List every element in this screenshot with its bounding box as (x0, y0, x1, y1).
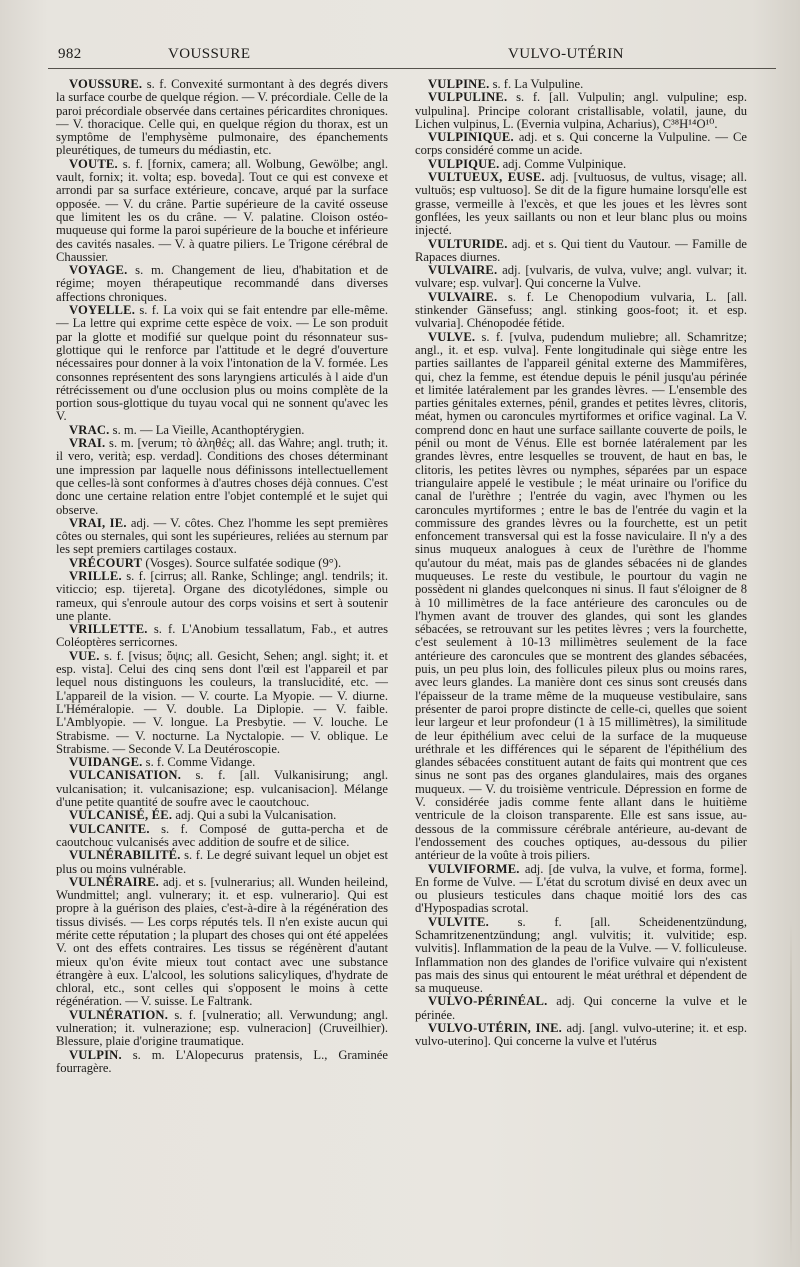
entry-headword: VUIDANGE. (69, 755, 143, 770)
entry-headword: VULVITE. (428, 914, 489, 929)
entry-headword: VULPIQUE. (428, 156, 500, 171)
dictionary-entry (56, 769, 388, 809)
entry-definition: s. f. [all. Vulpulin; angl. vulpuline; esp. vulpulina]. Principe colorant cristallisable, volatil, jaune, du Lichen vulpinus, L. (Evernia vulpina, Acharius), C³⁸H¹⁴O¹⁰. (415, 90, 747, 131)
entry-headword: VRAI, IE. (69, 515, 127, 530)
entry-headword: VULNÉRAIRE. (69, 874, 160, 889)
dictionary-entry (56, 809, 388, 822)
dictionary-entry (56, 823, 388, 850)
page-edge-shadow (790, 920, 792, 1260)
entry-headword: VULCANITE. (69, 821, 150, 836)
dictionary-entry (56, 570, 388, 623)
entry-headword: VOYAGE. (69, 263, 128, 278)
entry-headword: VULPINIQUE. (428, 130, 514, 145)
left-running-head: VOUSSURE (168, 46, 251, 62)
entry-definition: adj. Qui concerne la vulve et le périnée. (415, 994, 747, 1022)
dictionary-entry (56, 650, 388, 756)
dictionary-entry (56, 557, 388, 570)
entry-headword: VULPULINE. (428, 90, 508, 105)
dictionary-entry (415, 91, 747, 131)
entry-headword: VULNÉRATION. (69, 1007, 169, 1022)
entry-headword: VULNÉRABILITÉ. (69, 848, 181, 863)
dictionary-entry (415, 291, 747, 331)
dictionary-entry (415, 78, 747, 91)
entry-definition: (Vosges). Source sulfatée sodique (9°). (142, 555, 342, 570)
entry-definition: s. m. — La Vieille, Acanthoptérygien. (109, 422, 305, 437)
dictionary-entry (415, 1022, 747, 1049)
dictionary-entry (415, 171, 747, 237)
dictionary-entry (56, 849, 388, 876)
entry-definition: s. m. [verum; τὸ ἀληθές; all. das Wahre; angl. truth; it. il vero, verità; esp. verdad]. Conditions des choses déterminant une impression par laquelle nous définissons intellectuellement que celles-là sont conformes à d'autres choses déjà connues. C'est donc une certaine relation entre l'objet contemplé et le sujet qui observe. (56, 436, 388, 517)
dictionary-entry (415, 916, 747, 996)
entry-headword: VOYELLE. (69, 303, 136, 318)
entry-headword: VRAI. (69, 436, 106, 451)
entry-definition: s. f. L'Anobium tessallatum, Fab., et autres Coléoptères serricornes. (56, 622, 388, 650)
dictionary-entry (56, 876, 388, 1009)
entry-definition: adj. — V. côtes. Chez l'homme les sept premières côtes ou sternales, qui sont les supérieures, reliées au sternum par les sept premiers cartilages costaux. (56, 515, 389, 557)
entry-definition: s. f. Le Chenopodium vulvaria, L. [all. stinkender Gänsefuss; angl. stinking goos-foot; it. et esp. vulvaria]. Chénopodée fétide. (415, 289, 747, 331)
dictionary-entry (415, 238, 747, 265)
entry-definition: adj. [angl. vulvo-uterine; it. et esp. vulvo-uterino]. Qui concerne la vulve et l'utérus (415, 1021, 747, 1049)
dictionary-entry (56, 1049, 388, 1076)
entry-headword: VRILLETTE. (69, 622, 148, 637)
entry-headword: VULPIN. (69, 1047, 122, 1062)
entry-definition: s. f. [vulva, pudendum muliebre; all. Schamritze; angl., it. et esp. vulva]. Fente longitudinale qui siège entre les parties saillantes de l'appareil génital externe des Mammifères, qui, chez la femme, est étendue depuis le pénil jusqu'au périnée et limitée latéralement par les grandes lèvres. — L'ensemble des parties génitales externes, pénil, grandes et petites lèvres, clitoris, méat, hymen ou caroncules myrtiformes et orifice vaginal. La V. comprend donc en haut une surface saillante couverte de poils, le pénil ou mont de Vénus. Elle est bornée latéralement par les grandes lèvres, entre lesquelles se trouvent, de haut en bas, le clitoris, les petites lèvres ou nymphes, séparées par un espace triangulaire appelé le vestibule ; le méat urinaire ou l'orifice du canal de l'urèthre ; l'entrée du vagin, avec l'hymen ou les caroncules myrtiformes ; entre le bas de l'entrée du vagin et la commissure des grandes lèvres ou la fourchette, est un petit enfoncement transversal qui est la fosse naviculaire. Il n'y a des sinus muqueux analogues à ceux de l'urèthre de l'homme qu'autour du méat, mais pas de glandes sébacées ni de glandes muqueuses. Le reste du vestibule, le pourtour du vagin ne possèdent ni glandes quelconques ni sinus. Il faut s'éloigner de 8 à 10 millimètres de la face antérieure des caroncules ou de l'hymen avant de trouver des glandes, qui sont les glandes sébacées, se retrouvant sur les petites lèvres ; vers la fourchette, c'est seulement à 10-13 millimètres seulement de la face antérieure des caroncules que se montrent des glandes sébacées, puis, un peu plus loin, des follicules pileux plus ou moins rares, avec leurs glandes. La manière dont ces sinus sont creusés dans l'épaisseur de la trame même de la muqueuse vestibulaire, sans présenter de paroi propre distincte de celle-ci, quelles que soient leur largeur et leur profondeur (1 à 15 millimètres), la similitude de leur épithélium avec celui de la surface de la muqueuse uréthrale et les différences qui le séparent de l'épithélium des glandes sébacées constituent autant de faits qui montrent que ces sinus ne sont pas des organes glandulaires, mais des organes muqueux. — V. du troisième ventricule. Dépression en forme de V. considérée jadis comme fente allant dans le huitième ventricule de la cloison transparente. Elle est sans issue, au-dessous de la commissure cérébrale antérieure, au-devant de l'endossement des couches optiques, au-dessous du pilier antérieur de la voûte à trois piliers. (415, 329, 747, 863)
page-number: 982 (58, 46, 82, 62)
dictionary-entry (56, 437, 388, 517)
dictionary-entry (56, 623, 388, 650)
entry-definition: s. f. [visus; ὄψις; all. Gesicht, Sehen; angl. sight; it. et esp. vista]. Celui des cinq sens dont l'œil est l'appareil et par lequel nous distinguons les couleurs, la translucidité, etc. — L'appareil de la vision. — V. courte. La Myopie. — V. diurne. L'Héméralopie. — V. double. La Diplopie. — V. faible. L'Amblyopie. — V. longue. La Presbytie. — V. louche. Le Strabisme. — V. nocturne. La Nyctalopie. — V. oblique. Le Strabisme. — Seconde V. La Deutéroscopie. (56, 648, 388, 756)
left-column (56, 78, 388, 1075)
dictionary-entry (415, 158, 747, 171)
entry-headword: VULVAIRE. (428, 263, 498, 278)
entry-definition: s. f. Le degré suivant lequel un objet est plus ou moins vulnérable. (56, 848, 388, 876)
entry-definition: s. f. [all. Vulkanisirung; angl. vulcanisation; it. vulcanisazione; esp. vulcanisacion]. Mélange d'une petite quantité de soufre avec le caoutchouc. (56, 768, 388, 810)
entry-headword: VULTUEUX, EUSE. (428, 170, 545, 185)
entry-headword: VULVO-UTÉRIN, INE. (428, 1021, 563, 1036)
entry-headword: VOUTE. (69, 156, 118, 171)
right-running-head: VULVO-UTÉRIN (508, 46, 624, 62)
dictionary-entry (415, 995, 747, 1022)
entry-definition: adj. [de vulva, la vulve, et forma, forme]. En forme de Vulve. — L'état du scrotum divisé en deux avec un ou plusieurs testicules dans chaque moitié lors des cas d'Hypospadias scrotal. (415, 861, 747, 916)
entry-definition: adj. Qui a subi la Vulcanisation. (172, 808, 337, 823)
entry-headword: VRÉCOURT (69, 555, 143, 570)
entry-definition: s. f. La voix qui se fait entendre par elle-même. — La lettre qui exprime cette espèce de voix. — Le son produit par la glotte et modifié sur quelque point du résonnateur sus-glottique qui le renforce par l'attitude et le degré d'ouverture nécessaires pour donner à la voix l'intonation de la V. formée. Les consonnes représentent des sons laryngiens articulés à l aide d'un rétrécissement ou d'une occlusion plus ou moins complète de la portion sous-glottique du tuyau vocal qui ne sonnent qu'avec les V. (56, 303, 388, 424)
entry-headword: VUE. (69, 648, 100, 663)
entry-definition: s. m. Changement de lieu, d'habitation et de régime; moyen thérapeutique recommandé dans diverses affections chroniques. (56, 263, 388, 304)
entry-headword: VULTURIDE. (428, 236, 508, 251)
entry-definition: s. f. Comme Vidange. (142, 755, 256, 770)
dictionary-entry (56, 264, 388, 304)
dictionary-entry (56, 158, 388, 264)
entry-headword: VULCANISATION. (69, 768, 182, 783)
dictionary-entry (415, 863, 747, 916)
entry-definition: s. f. Convexité surmontant à des degrés divers la surface courbe de quelque région. — V. précordiale. Celle de la paroi précordiale observée dans certaines péricardites chroniques. — V. thoracique. Celle qui, en quelque région du thorax, est un symptôme de l'emphysème pulmonaire, des épanchements pleurétiques, de tumeurs du médiastin, etc. (56, 77, 388, 158)
entry-headword: VOUSSURE. (69, 77, 143, 91)
entry-definition: s. f. [fornix, camera; all. Wolbung, Gewölbe; angl. vault, fornix; it. volta; esp. boveda]. Tout ce qui est convexe et arrondi par sa surface extérieure, concave, arqué par la surface opposée. — V. du crâne. Partie supérieure de la cavité osseuse que limitent les os du crâne. — V. palatine. Cloison ostéo-muqueuse qui forme la paroi supérieure de la bouche et inférieure des cavités nasales. — V. à quatre piliers. Le Trigone cérébral de Chaussier. (56, 156, 388, 264)
dictionary-entry (56, 517, 388, 557)
entry-definition: adj. et s. Qui concerne la Vulpuline. — Ce corps considéré comme un acide. (415, 130, 747, 158)
dictionary-entry (56, 424, 388, 437)
dictionary-entry (415, 131, 747, 158)
dictionary-entry (415, 264, 747, 291)
dictionary-entry (56, 756, 388, 769)
entry-headword: VRAC. (69, 422, 110, 437)
entry-definition: s. f. Composé de gutta-percha et de caoutchouc vulcanisés avec addition de soufre et de silice. (56, 821, 388, 849)
entry-definition: adj. [vultuosus, de vultus, visage; all. vultuös; esp vultuoso]. Se dit de la figure humaine lorsqu'elle est grasse, vermeille à l'excès, et que les joues et les lèvres sont gonflées, les yeux saillants ou non et leur blanc plus ou moins injecté. (415, 170, 747, 238)
entry-headword: VULVO-PÉRINÉAL. (428, 994, 548, 1009)
entry-definition: s. m. L'Alopecurus pratensis, L., Graminée fourragère. (56, 1047, 388, 1075)
entry-definition: s. f. [all. Scheidenentzündung, Schamritzenentzündung; angl. vulvitis; it. vulvitide; esp. vulvitis]. Inflammation de la peau de la Vulve. — V. folliculeuse. Inflammation non des glandes de l'orifice vulvaire qui n'existent pas mais des sinus qui entourent le méat uréthral et dépendent de sa muqueuse. (415, 914, 747, 996)
entry-definition: adj. [vulvaris, de vulva, vulve; angl. vulvar; it. vulvare; esp. vulvar]. Qui concerne la Vulve. (415, 263, 747, 291)
entry-definition: adj. et s. Qui tient du Vautour. — Famille de Rapaces diurnes. (415, 236, 747, 264)
dictionary-entry (56, 1009, 388, 1049)
dictionary-entry (56, 304, 388, 424)
entry-headword: VULVAIRE. (428, 289, 498, 304)
dictionary-entry (415, 331, 747, 863)
running-header (48, 46, 786, 68)
entry-definition: s. f. La Vulpuline. (489, 77, 584, 91)
entry-headword: VULPINE. (428, 77, 490, 91)
entry-headword: VULVIFORME. (428, 861, 520, 876)
entry-headword: VULVE. (428, 329, 476, 344)
entry-definition: adj. Comme Vulpinique. (499, 156, 627, 171)
entry-definition: s. f. [cirrus; all. Ranke, Schlinge; angl. tendrils; it. viticcio; esp. tijereta]. Organe des dicotylédones, simple ou rameux, qui s'enroule autour des corps voisins et sert à soutenir une plante. (56, 568, 388, 623)
entry-headword: VULCANISÉ, ÉE. (69, 808, 173, 823)
header-rule (48, 68, 776, 69)
entry-headword: VRILLE. (69, 568, 122, 583)
entry-definition: adj. et s. [vulnerarius; all. Wunden heileind, Wundmittel; angl. vulnerary; it. et esp. vulnerario]. Qui est propre à la guérison des plaies, c'est-à-dire à la régénération des tissus divisés. — Les corps réputés tels. Il n'en existe aucun qui mérite cette réputation ; la plupart des choses qui ont été appelées V. ont des effets contraires. Les tissus se régénèrent d'autant mieux qu'on évite mieux tout contact avec une substance étrangère à eux. L'alcool, les solutions salicyliques, d'hydrate de chloral, etc., sont celles qui s'opposent le moins à cette régénération. — V. suisse. Le Faltrank. (56, 874, 388, 1009)
right-column (415, 78, 747, 1049)
dictionary-entry (56, 78, 388, 158)
entry-definition: s. f. [vulneratio; all. Verwundung; angl. vulneration; it. vulnerazione; esp. vulneracion] (Cruveilhier). Blessure, plaie d'origine traumatique. (56, 1007, 388, 1049)
